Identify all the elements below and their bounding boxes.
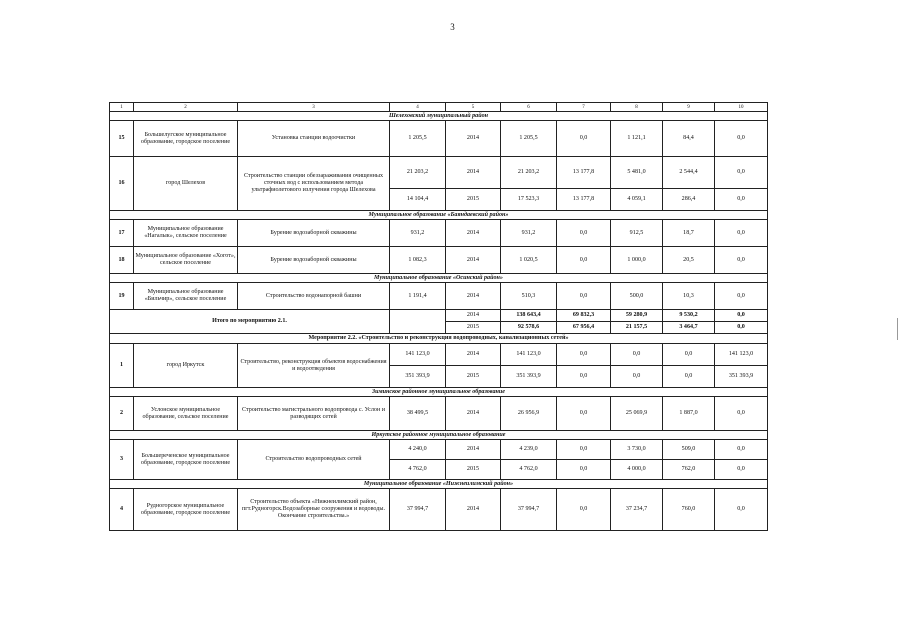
entity-cell: Муниципальное образование «Нагалык», сельское поселение — [134, 220, 238, 247]
column-number: 1 — [110, 103, 134, 112]
section-title: Муниципальное образование «Осинский район» — [110, 274, 768, 283]
year-cell: 2014 — [446, 247, 501, 274]
value-cell: 18,7 — [663, 220, 715, 247]
column-number: 6 — [501, 103, 557, 112]
value-cell: 4 000,0 — [611, 460, 663, 480]
entity-cell: Муниципальное образование «Бильчир», сельское поселение — [134, 283, 238, 310]
value-cell: 4 239,0 — [501, 440, 557, 460]
measure-title: Мероприятие 2.2. «Строительство и реконструкция водопроводных, канализационных сетей» — [110, 334, 768, 344]
value-cell: 21 203,2 — [501, 157, 557, 189]
value-cell: 0,0 — [557, 440, 611, 460]
section-title: Шелеховский муниципальный район — [110, 112, 768, 121]
year-cell: 2015 — [446, 189, 501, 211]
column-number: 10 — [715, 103, 768, 112]
value-cell: 351 393,9 — [501, 366, 557, 388]
value-cell: 1 205,5 — [501, 121, 557, 157]
section-row — [110, 431, 768, 440]
value-cell: 38 499,5 — [390, 397, 446, 431]
row-number: 16 — [110, 157, 134, 211]
year-cell: 2014 — [446, 220, 501, 247]
year-cell: 2014 — [446, 310, 501, 322]
section-title: Иркутское районное муниципальное образование — [110, 431, 768, 440]
value-cell: 0,0 — [715, 121, 768, 157]
total-value: 21 157,5 — [611, 322, 663, 334]
value-cell: 0,0 — [557, 344, 611, 366]
total-value: 9 530,2 — [663, 310, 715, 322]
value-cell: 4 762,0 — [390, 460, 446, 480]
value-cell: 931,2 — [390, 220, 446, 247]
row-number: 2 — [110, 397, 134, 431]
column-number: 2 — [134, 103, 238, 112]
value-cell: 0,0 — [715, 489, 768, 531]
value-cell: 351 393,9 — [715, 366, 768, 388]
value-cell: 0,0 — [557, 460, 611, 480]
year-cell: 2014 — [446, 397, 501, 431]
work-cell: Бурение водозаборной скважины — [238, 247, 390, 274]
value-cell: 37 234,7 — [611, 489, 663, 531]
empty-cell — [390, 310, 446, 334]
work-cell: Строительство объекта «Нижнеилимский район, пгт.Рудногорск.Водозаборные сооружения и водоводы. Окончание строительства.» — [238, 489, 390, 531]
work-cell: Строительство водопроводных сетей — [238, 440, 390, 480]
year-cell: 2014 — [446, 157, 501, 189]
value-cell: 762,0 — [663, 460, 715, 480]
value-cell: 0,0 — [557, 366, 611, 388]
total-label: Итого по мероприятию 2.1. — [110, 310, 390, 334]
total-value: 69 832,3 — [557, 310, 611, 322]
total-value: 92 578,6 — [501, 322, 557, 334]
section-row — [110, 274, 768, 283]
value-cell: 1 887,0 — [663, 397, 715, 431]
funding-table — [109, 102, 768, 531]
row-number: 17 — [110, 220, 134, 247]
value-cell: 0,0 — [715, 460, 768, 480]
value-cell: 1 191,4 — [390, 283, 446, 310]
value-cell: 0,0 — [715, 220, 768, 247]
work-cell: Строительство, реконструкция объектов водоснабжения и водоотведения — [238, 344, 390, 388]
value-cell: 37 994,7 — [390, 489, 446, 531]
value-cell: 141 123,0 — [390, 344, 446, 366]
value-cell: 931,2 — [501, 220, 557, 247]
value-cell: 4 059,1 — [611, 189, 663, 211]
column-number: 3 — [238, 103, 390, 112]
value-cell: 0,0 — [557, 247, 611, 274]
value-cell: 912,5 — [611, 220, 663, 247]
value-cell: 509,0 — [663, 440, 715, 460]
year-cell: 2014 — [446, 489, 501, 531]
row-number: 15 — [110, 121, 134, 157]
value-cell: 0,0 — [715, 247, 768, 274]
value-cell: 0,0 — [715, 440, 768, 460]
value-cell: 0,0 — [715, 189, 768, 211]
year-cell: 2015 — [446, 460, 501, 480]
value-cell: 1 082,3 — [390, 247, 446, 274]
value-cell: 4 762,0 — [501, 460, 557, 480]
entity-cell: город Иркутск — [134, 344, 238, 388]
year-cell: 2014 — [446, 283, 501, 310]
entity-cell: Рудногорское муниципальное образование, городское поселение — [134, 489, 238, 531]
section-title: Муниципальное образование «Баяндаевский район» — [110, 211, 768, 220]
entity-cell: Муниципальное образование «Хогот», сельское поселение — [134, 247, 238, 274]
value-cell: 0,0 — [663, 366, 715, 388]
value-cell: 510,3 — [501, 283, 557, 310]
value-cell: 0,0 — [557, 283, 611, 310]
table-row — [110, 220, 768, 247]
value-cell: 0,0 — [715, 397, 768, 431]
entity-cell: город Шелехов — [134, 157, 238, 211]
column-number: 4 — [390, 103, 446, 112]
value-cell: 1 205,5 — [390, 121, 446, 157]
total-value: 0,0 — [715, 322, 768, 334]
year-cell: 2014 — [446, 440, 501, 460]
entity-cell: Большелугское муниципальное образование, городское поселение — [134, 121, 238, 157]
page-number: 3 — [450, 22, 455, 32]
total-value: 59 280,9 — [611, 310, 663, 322]
value-cell: 17 523,3 — [501, 189, 557, 211]
table-row — [110, 247, 768, 274]
entity-cell: Услонское муниципальное образование, сельское поселение — [134, 397, 238, 431]
year-cell: 2014 — [446, 344, 501, 366]
value-cell: 3 730,0 — [611, 440, 663, 460]
column-number-row — [110, 103, 768, 112]
value-cell: 37 994,7 — [501, 489, 557, 531]
row-number: 18 — [110, 247, 134, 274]
value-cell: 20,5 — [663, 247, 715, 274]
value-cell: 0,0 — [557, 397, 611, 431]
year-cell: 2015 — [446, 366, 501, 388]
value-cell: 25 069,9 — [611, 397, 663, 431]
value-cell: 84,4 — [663, 121, 715, 157]
value-cell: 141 123,0 — [715, 344, 768, 366]
value-cell: 141 123,0 — [501, 344, 557, 366]
work-cell: Бурение водозаборной скважины — [238, 220, 390, 247]
value-cell: 286,4 — [663, 189, 715, 211]
table-row — [110, 344, 768, 366]
row-number: 19 — [110, 283, 134, 310]
value-cell: 1 121,1 — [611, 121, 663, 157]
row-number: 1 — [110, 344, 134, 388]
value-cell: 0,0 — [557, 489, 611, 531]
table-row — [110, 397, 768, 431]
year-cell: 2015 — [446, 322, 501, 334]
total-value: 138 643,4 — [501, 310, 557, 322]
value-cell: 351 393,9 — [390, 366, 446, 388]
work-cell: Строительство станции обеззараживания очищенных сточных вод с использованием метода ультрафиолетового излучения города Шелехова — [238, 157, 390, 211]
work-cell: Строительство магистрального водопровода с. Услон и разводящих сетей — [238, 397, 390, 431]
section-row — [110, 480, 768, 489]
value-cell: 0,0 — [715, 283, 768, 310]
value-cell: 0,0 — [557, 121, 611, 157]
value-cell: 10,3 — [663, 283, 715, 310]
value-cell: 0,0 — [611, 344, 663, 366]
total-value: 67 956,4 — [557, 322, 611, 334]
column-number: 9 — [663, 103, 715, 112]
value-cell: 0,0 — [715, 157, 768, 189]
value-cell: 2 544,4 — [663, 157, 715, 189]
table-row — [110, 489, 768, 531]
value-cell: 0,0 — [557, 220, 611, 247]
value-cell: 14 104,4 — [390, 189, 446, 211]
section-title: Муниципальное образование «Нижнеилимский район» — [110, 480, 768, 489]
table-row — [110, 157, 768, 189]
value-cell: 13 177,8 — [557, 157, 611, 189]
total-value: 3 464,7 — [663, 322, 715, 334]
table-row — [110, 440, 768, 460]
column-number: 5 — [446, 103, 501, 112]
column-number: 8 — [611, 103, 663, 112]
section-row — [110, 388, 768, 397]
value-cell: 0,0 — [611, 366, 663, 388]
table-row — [110, 121, 768, 157]
total-row — [110, 310, 768, 322]
entity-cell: Большереченское муниципальное образование, городское поселение — [134, 440, 238, 480]
table-row — [110, 283, 768, 310]
row-number: 3 — [110, 440, 134, 480]
value-cell: 21 203,2 — [390, 157, 446, 189]
work-cell: Строительство водонапорной башни — [238, 283, 390, 310]
section-row — [110, 112, 768, 121]
column-number: 7 — [557, 103, 611, 112]
value-cell: 13 177,8 — [557, 189, 611, 211]
total-value: 0,0 — [715, 310, 768, 322]
scan-mark — [897, 318, 898, 340]
value-cell: 4 240,0 — [390, 440, 446, 460]
value-cell: 26 956,9 — [501, 397, 557, 431]
row-number: 4 — [110, 489, 134, 531]
value-cell: 500,0 — [611, 283, 663, 310]
section-title: Зиминское районное муниципальное образование — [110, 388, 768, 397]
value-cell: 5 481,0 — [611, 157, 663, 189]
measure-row — [110, 334, 768, 344]
value-cell: 760,0 — [663, 489, 715, 531]
work-cell: Установка станции водоочистки — [238, 121, 390, 157]
value-cell: 0,0 — [663, 344, 715, 366]
value-cell: 1 000,0 — [611, 247, 663, 274]
value-cell: 1 020,5 — [501, 247, 557, 274]
section-row — [110, 211, 768, 220]
year-cell: 2014 — [446, 121, 501, 157]
